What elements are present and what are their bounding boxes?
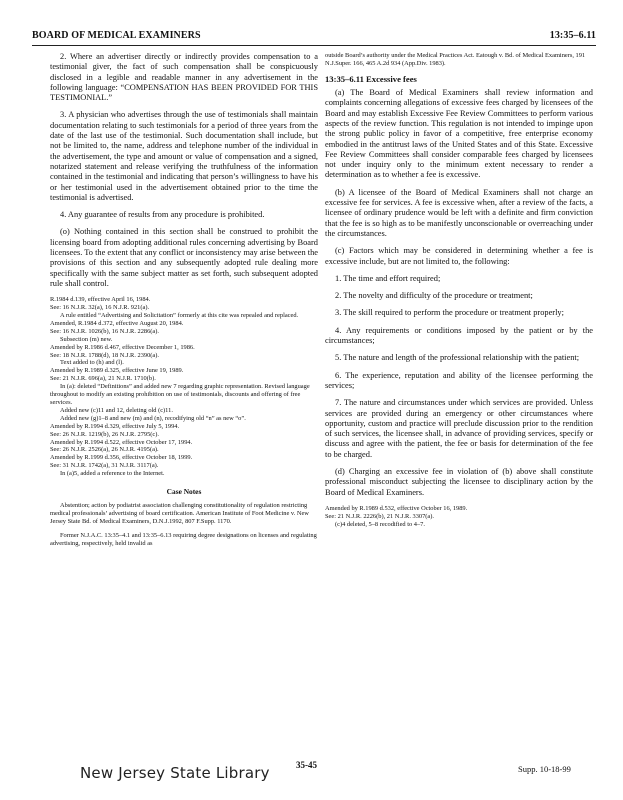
- history-line: Subsection (m) new.: [60, 335, 113, 343]
- history-line: Amended by R.1999 d.356, effective October 18, 1999.: [50, 454, 193, 462]
- list-item: 7. The nature and circumstances under which services are provided. Unless services are provided during an emergency or other circumstances where opportunity, custom and practice will preclude discussion prior to the rendition of such services, the licensee shall, in advance of providing services, specify or discuss and agree with the patient, the fee or basis for determination of the fee to be charged.: [325, 398, 593, 459]
- paragraph: (b) A licensee of the Board of Medical Examiners shall not charge an excessive fee for services. A fee is excessive when, after a review of the facts, a licensee of ordinary prudence would be left with a definite and firm conviction that the fee is so high as to be manifestly unconscionable or overreaching under the circumstances.: [325, 187, 593, 238]
- paragraph: (d) Charging an excessive fee in violation of (b) above shall constitute professional misconduct subjecting the licensee to disciplinary action by the Board of Medical Examiners.: [325, 467, 593, 497]
- list-item: 1. The time and effort required;: [335, 273, 441, 283]
- paragraph: (c) Factors which may be considered in determining whether a fee is excessive include, but are not limited to, the following:: [325, 246, 593, 266]
- history-notes: [325, 505, 593, 529]
- history-line: Text added to (h) and (l).: [60, 359, 124, 367]
- history-line: See: 21 N.J.R. 696(a), 21 N.J.R. 1710(b).: [50, 375, 156, 383]
- case-note: Abstention; action by podiatrist association challenging constitutionality of regulation restricting medical professionals’ advertising of board certification. American Institute of Foot Medicine v. New Jersey State Bd. of Medical Examiners, D.N.J.1992, 807 F.Supp. 1170.: [50, 502, 309, 526]
- history-notes: [50, 296, 318, 478]
- history-line: In (a)5, added a reference to the Internet.: [60, 470, 165, 478]
- paragraph: (a) The Board of Medical Examiners shall review information and complaints concerning allegations of excessive fees charged by licensees of the Board and may establish Excessive Fee Review Committees to perform various aspects of the review function. This regulation is not intended to impinge upon the strong public policy in favor of a competitive, free enterprise economy embodied in the antitrust laws of the United States and of this State. Excessive Fee Review Committees shall consider comparable fees charged by licensees not under inquiry only to the minimum extent necessary to render a determination as to whether a fee is excessive.: [325, 88, 593, 180]
- list-item: 2. The novelty and difficulty of the procedure or treatment;: [335, 291, 533, 301]
- library-stamp: New Jersey State Library: [80, 764, 270, 782]
- list-item: 3. The skill required to perform the procedure or treatment properly;: [335, 308, 564, 318]
- right-column: [325, 52, 593, 529]
- history-line: R.1984 d.139, effective April 16, 1984.: [50, 296, 151, 304]
- history-line: In (a): deleted “Definitions” and added new 7 regarding graphic representation. Revised language throughout to modify an existing prohibition on use of testimonials, discounts and offering of free services.: [50, 383, 310, 407]
- paragraph: 3. A physician who advertises through the use of testimonials shall maintain documentation relating to such testimonials for a period of three years from the date of the last use of the testimonial. Such documentation shall include, but not be limited to, the name, address and telephone number of the individual in the advertisement, the type and amount or value of compensation and a signed, notarized statement and release verifying the truthfulness of the information contained in the testimonial and indicating that person’s willingness to have his or her testimonial used in the advertisement obtained prior to the time the testimonial is advertised.: [50, 110, 318, 202]
- case-note: Former N.J.A.C. 13:35–4.1 and 13:35–6.13 requiring degree designations on licenses and regulating advertising, respectively, held invalid as: [50, 532, 317, 547]
- list-item: 4. Any requirements or conditions imposed by the patient or by the circumstances;: [325, 325, 593, 346]
- case-notes: [50, 502, 318, 548]
- history-line: See: 16 N.J.R. 1026(b), 16 N.J.R. 2286(a).: [50, 327, 159, 335]
- history-line: See: 16 N.J.R. 32(a), 16 N.J.R. 921(a).: [50, 304, 150, 312]
- supplement-date: Supp. 10-18-99: [518, 764, 571, 774]
- history-line: Amended by R.1989 d.325, effective June 19, 1989.: [50, 367, 184, 375]
- history-line: Amended by R.1994 d.329, effective July 5, 1994.: [50, 422, 180, 430]
- header-rule: [32, 45, 596, 46]
- section-heading: 13:35–6.11 Excessive fees: [325, 73, 417, 84]
- page-header: [32, 30, 596, 44]
- history-line: Amended by R.1986 d.467, effective December 1, 1986.: [50, 343, 195, 351]
- case-note-continuation: [325, 52, 593, 68]
- paragraph: 2. Where an advertiser directly or indirectly provides compensation to a testimonial giver, the fact of such compensation shall be conspicuously disclosed in a legible and readable manner in any advertisement in the following language: “COMPENSATION HAS BEEN PROVIDED FOR THIS TESTIMONIAL.”: [50, 52, 318, 103]
- chapter-title: BOARD OF MEDICAL EXAMINERS: [32, 30, 201, 41]
- history-line: (c)4 deleted, 5–8 recodified to 4–7.: [335, 520, 425, 528]
- history-line: Added new (g)1–8 and new (m) and (n), recodifying old “n” as new “o”.: [60, 414, 246, 422]
- paragraph: (o) Nothing contained in this section shall be construed to prohibit the licensing board from adopting additional rules concerning advertising by Board licensees. To the extent that any conflict or inconsistency may arise between the provisions of this section and any subsequently adopted rule dealing more specifically with the same subject matter as set forth, such subsequent adopted rule shall control.: [50, 227, 318, 288]
- history-line: Amended, R.1984 d.372, effective August 20, 1984.: [50, 319, 184, 327]
- paragraph: 4. Any guarantee of results from any procedure is prohibited.: [60, 210, 265, 220]
- history-line: See: 26 N.J.R. 1219(b), 26 N.J.R. 2795(c).: [50, 430, 159, 438]
- history-line: A rule entitled “Advertising and Solicitation” formerly at this cite was repealed and replaced.: [60, 312, 299, 320]
- history-line: See: 21 N.J.R. 2226(b), 21 N.J.R. 3307(a).: [325, 512, 434, 520]
- history-line: See: 31 N.J.R. 1742(a), 31 N.J.R. 3117(a).: [50, 462, 159, 470]
- history-line: Added new (c)11 and 12, deleting old (c)11.: [60, 406, 173, 414]
- history-line: See: 18 N.J.R. 1788(d), 18 N.J.R. 2390(a).: [50, 351, 159, 359]
- case-note: outside Board’s authority under the Medical Practices Act. Eatough v. Bd. of Medical Examiners, 191 N.J.Super. 166, 465 A.2d 934 (App.Div. 1983).: [325, 52, 586, 67]
- history-line: Amended by R.1994 d.522, effective October 17, 1994.: [50, 438, 193, 446]
- list-item: 5. The nature and length of the professional relationship with the patient;: [335, 353, 580, 363]
- case-notes-heading: Case Notes: [166, 487, 202, 497]
- history-line: Amended by R.1989 d.532, effective October 16, 1989.: [325, 504, 468, 512]
- left-column: [50, 52, 318, 548]
- section-number: 13:35–6.11: [549, 30, 596, 41]
- list-item: 6. The experience, reputation and ability of the licensee performing the services;: [325, 370, 593, 390]
- page-number: 35-45: [296, 760, 317, 770]
- history-line: See: 26 N.J.R. 2526(a), 26 N.J.R. 4195(a).: [50, 446, 159, 454]
